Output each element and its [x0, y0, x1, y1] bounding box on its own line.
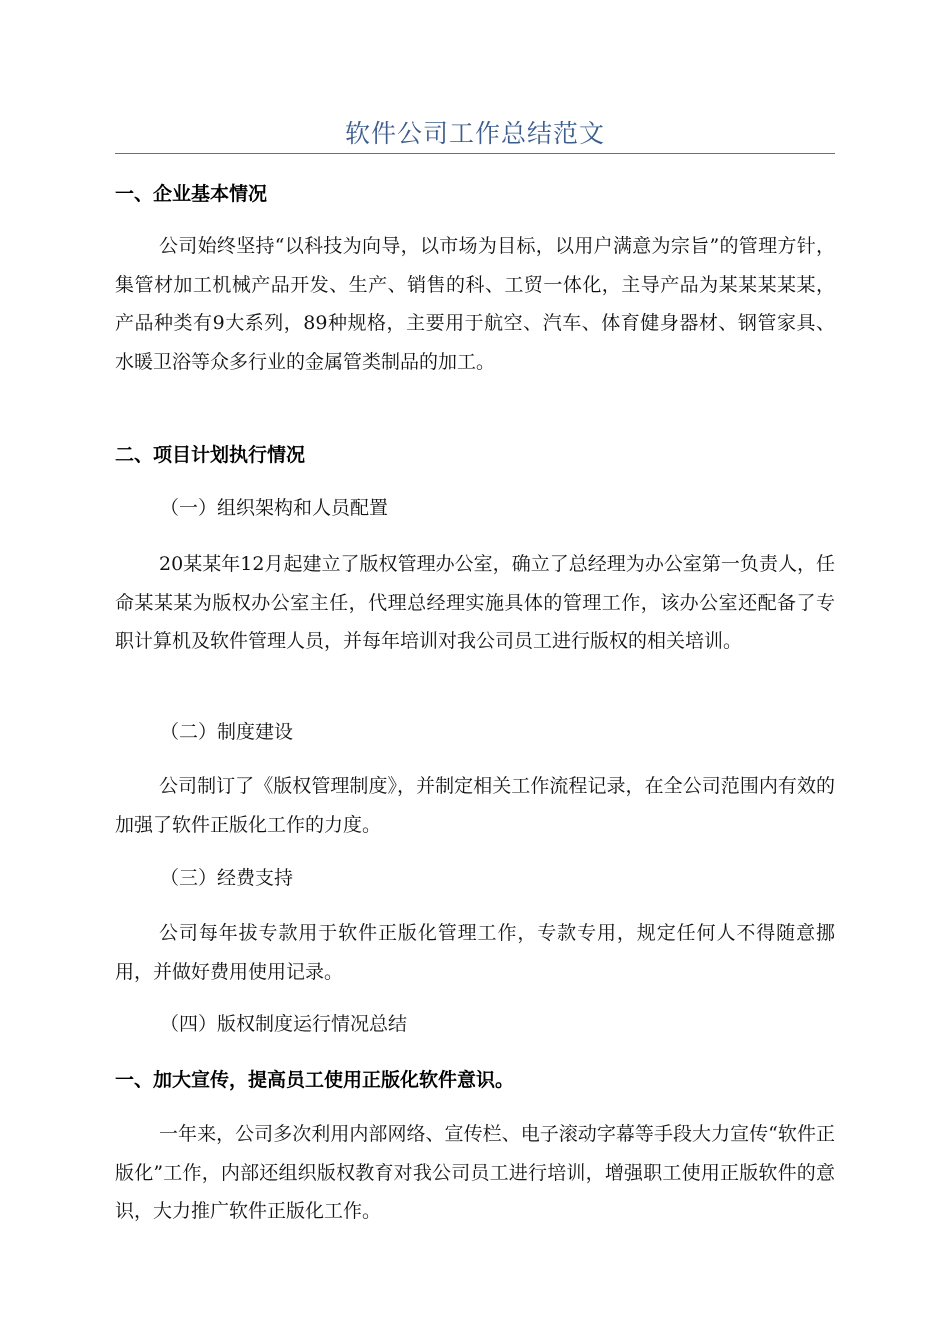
subheading-organization: （一）组织架构和人员配置 — [160, 497, 389, 519]
subheading-system-building: （二）制度建设 — [160, 721, 294, 743]
subheading-funding: （三）经费支持 — [160, 867, 294, 889]
title-underline — [115, 153, 835, 154]
document-title: 软件公司工作总结范文 — [344, 119, 605, 148]
paragraph-organization: 20某某年12月起建立了版权管理办公室，确立了总经理为办公室第一负责人，任命某某某为版权办公室主任，代理总经理实施具体的管理工作，该办公室还配备了专职计算机及软件管理人员，并每年培训对我公司员工进行版权的相关培训。 — [115, 553, 835, 652]
paragraph-funding: 公司每年拔专款用于软件正版化管理工作，专款专用，规定任何人不得随意挪用，并做好费用使用记录。 — [115, 922, 835, 983]
section-heading-publicity: 一、加大宣传，提高员工使用正版化软件意识。 — [115, 1069, 515, 1091]
paragraph-basic-info: 公司始终坚持“以科技为向导，以市场为目标，以用户满意为宗旨”的管理方针，集管材加工机械产品开发、生产、销售的科、工贸一体化，主导产品为某某某某某，产品种类有9大系列，89种规格，主要用于航空、汽车、体育健身器材、钢管家具、水暖卫浴等众多行业的金属管类制品的加工。 — [115, 235, 835, 373]
subheading-operation-summary: （四）版权制度运行情况总结 — [160, 1013, 408, 1035]
paragraph-system-building: 公司制订了《版权管理制度》，并制定相关工作流程记录，在全公司范围内有效的加强了软件正版化工作的力度。 — [115, 775, 835, 836]
paragraph-publicity: 一年来，公司多次利用内部网络、宣传栏、电子滚动字幕等手段大力宣传“软件正版化”工作，内部还组织版权教育对我公司员工进行培训，增强职工使用正版软件的意识，大力推广软件正版化工作。 — [115, 1123, 835, 1222]
section-heading-project-plan: 二、项目计划执行情况 — [115, 444, 306, 466]
section-heading-basic-info: 一、企业基本情况 — [115, 183, 268, 205]
